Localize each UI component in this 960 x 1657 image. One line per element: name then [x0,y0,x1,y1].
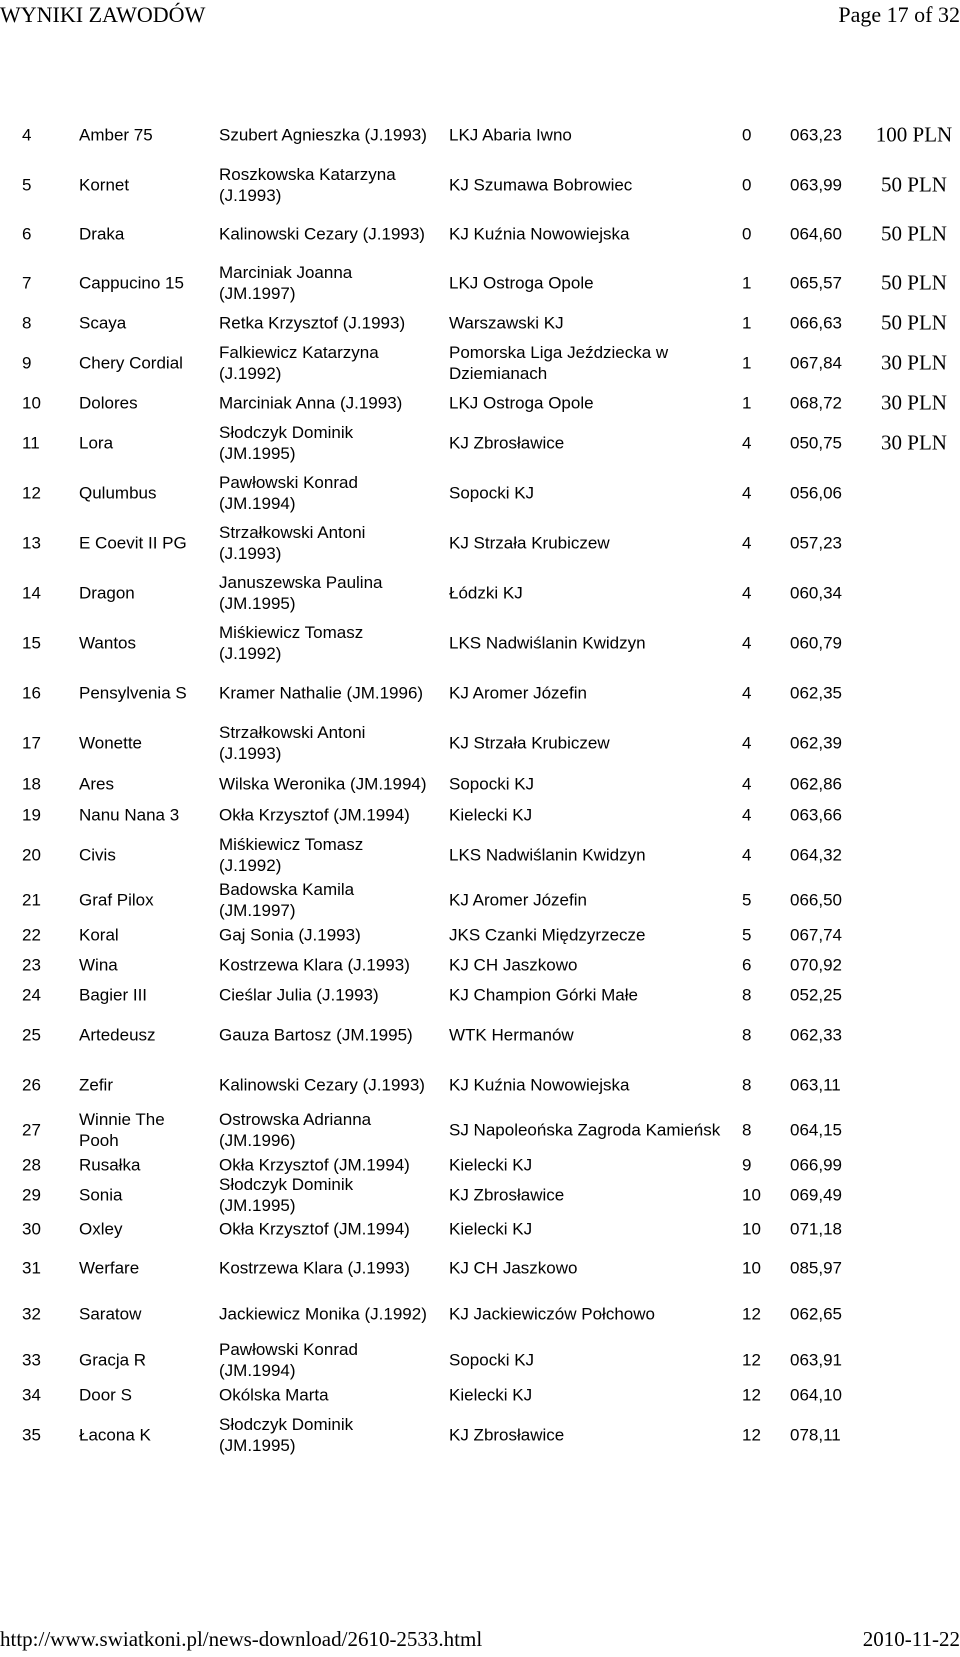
horse-name: Wonette [79,733,143,753]
penalty-points: 10 [742,1185,761,1205]
club-name: Kielecki KJ [449,805,533,825]
penalty-points: 4 [742,433,752,453]
rider-name: Retka Krzysztof (J.1993) [219,313,406,333]
rider-name: Roszkowska Katarzyna (J.1993) [219,165,396,205]
table-row [0,880,960,920]
penalty-points: 0 [742,175,752,195]
table-row [0,338,960,388]
place: 7 [22,273,32,293]
club-name: LKS Nadwiślanin Kwidzyn [449,845,646,865]
horse-name: Gracja R [79,1350,147,1370]
horse-name: Pensylvenia S [79,683,187,703]
horse-name: Dolores [79,393,138,413]
club-name: KJ Zbrosławice [449,1425,565,1445]
time-result: 064,10 [790,1385,842,1405]
time-result: 065,57 [790,273,842,293]
penalty-points: 1 [742,273,752,293]
rider-name: Kalinowski Cezary (J.1993) [219,224,425,244]
table-row [0,1110,960,1150]
place: 21 [22,890,41,910]
time-result: 062,65 [790,1304,842,1324]
rider-name: Marciniak Anna (J.1993) [219,393,403,413]
table-row [0,518,960,568]
rider-name: Miśkiewicz Tomasz (J.1992) [219,835,364,875]
penalty-points: 8 [742,1025,752,1045]
rider-name: Okła Krzysztof (JM.1994) [219,1219,410,1239]
horse-name: Cappucino 15 [79,273,184,293]
table-row [0,1150,960,1180]
horse-name: Rusałka [79,1155,141,1175]
rider-name: Falkiewicz Katarzyna (J.1992) [219,343,379,383]
time-result: 062,33 [790,1025,842,1045]
club-name: KJ Jackiewiczów Połchowo [449,1304,655,1324]
table-row [0,1288,960,1340]
place: 24 [22,985,41,1005]
club-name: Kielecki KJ [449,1385,533,1405]
horse-name: Bagier III [79,985,148,1005]
horse-name: Oxley [79,1219,123,1239]
penalty-points: 10 [742,1258,761,1278]
penalty-points: 1 [742,393,752,413]
rider-name: Marciniak Joanna (JM.1997) [219,263,353,303]
table-row [0,568,960,618]
footer-url: http://www.swiatkoni.pl/news-download/2610-2533.html [0,1627,483,1651]
place: 20 [22,845,41,865]
rider-name: Strzałkowski Antoni (J.1993) [219,523,366,563]
horse-name: Saratow [79,1304,142,1324]
rider-name: Cieślar Julia (J.1993) [219,985,379,1005]
place: 15 [22,633,41,653]
club-name: KJ Zbrosławice [449,433,565,453]
rider-name: Strzałkowski Antoni (J.1993) [219,723,366,763]
horse-name: Łacona K [79,1425,151,1445]
time-result: 063,11 [790,1075,841,1095]
horse-name: Wantos [79,633,137,653]
penalty-points: 4 [742,633,752,653]
club-name: Łódzki KJ [449,583,523,603]
place: 33 [22,1350,41,1370]
table-row [0,160,960,210]
club-name: WTK Hermanów [449,1025,574,1045]
penalty-points: 4 [742,733,752,753]
penalty-points: 0 [742,224,752,244]
place: 35 [22,1425,41,1445]
club-name: LKJ Abaria Iwno [449,125,572,145]
club-name: KJ Zbrosławice [449,1185,565,1205]
rider-name: Pawłowski Konrad (JM.1994) [219,1340,358,1380]
club-name: KJ Szumawa Bobrowiec [449,175,633,195]
club-name: KJ Aromer Józefin [449,890,587,910]
time-result: 063,99 [790,175,842,195]
penalty-points: 12 [742,1350,761,1370]
place: 19 [22,805,41,825]
time-result: 056,06 [790,483,842,503]
table-row [0,1010,960,1060]
time-result: 050,75 [790,433,842,453]
time-result: 085,97 [790,1258,842,1278]
prize-amount: 100 PLN [875,122,953,147]
horse-name: Zefir [79,1075,113,1095]
place: 6 [22,224,32,244]
horse-name: Qulumbus [79,483,157,503]
horse-name: Draka [79,224,125,244]
club-name: Kielecki KJ [449,1219,533,1239]
rider-name: Kostrzewa Klara (J.1993) [219,1258,410,1278]
horse-name: Sonia [79,1185,123,1205]
horse-name: Door S [79,1385,132,1405]
table-row [0,1248,960,1288]
place: 11 [22,433,40,453]
time-result: 064,32 [790,845,842,865]
penalty-points: 8 [742,1120,752,1140]
rider-name: Słodczyk Dominik (JM.1995) [219,1415,354,1455]
time-result: 066,50 [790,890,842,910]
time-result: 068,72 [790,393,842,413]
place: 25 [22,1025,41,1045]
penalty-points: 4 [742,683,752,703]
table-row [0,1410,960,1460]
table-row [0,618,960,668]
horse-name: Chery Cordial [79,353,183,373]
penalty-points: 6 [742,955,752,975]
club-name: KJ Kuźnia Nowowiejska [449,1075,630,1095]
place: 31 [22,1258,41,1278]
time-result: 063,91 [790,1350,842,1370]
penalty-points: 4 [742,805,752,825]
table-row [0,210,960,258]
place: 4 [22,125,32,145]
table-row [0,308,960,338]
penalty-points: 8 [742,985,752,1005]
place: 27 [22,1120,41,1140]
place: 23 [22,955,41,975]
table-row [0,1340,960,1380]
place: 34 [22,1385,41,1405]
time-result: 071,18 [790,1219,842,1239]
club-name: KJ Strzała Krubiczew [449,733,610,753]
document-title: WYNIKI ZAWODÓW [0,2,206,27]
place: 10 [22,393,41,413]
place: 8 [22,313,32,333]
place: 32 [22,1304,41,1324]
time-result: 066,99 [790,1155,842,1175]
horse-name: Graf Pilox [79,890,154,910]
time-result: 060,79 [790,633,842,653]
time-result: 060,34 [790,583,842,603]
club-name: KJ Aromer Józefin [449,683,587,703]
prize-amount: 30 PLN [881,390,947,415]
table-row [0,1210,960,1248]
club-name: KJ Strzała Krubiczew [449,533,610,553]
penalty-points: 0 [742,125,752,145]
club-name: Sopocki KJ [449,1350,535,1370]
table-row [0,388,960,418]
rider-name: Szubert Agnieszka (J.1993) [219,125,427,145]
penalty-points: 4 [742,533,752,553]
penalty-points: 5 [742,890,752,910]
club-name: Sopocki KJ [449,483,535,503]
horse-name: E Coevit II PG [79,533,187,553]
table-row [0,1175,960,1215]
horse-name: Amber 75 [79,125,153,145]
place: 28 [22,1155,41,1175]
penalty-points: 8 [742,1075,752,1095]
rider-name: Wilska Weronika (JM.1994) [219,774,427,794]
penalty-points: 12 [742,1304,761,1324]
horse-name: Artedeusz [79,1025,156,1045]
table-row [0,1060,960,1110]
rider-name: Kalinowski Cezary (J.1993) [219,1075,425,1095]
place: 29 [22,1185,41,1205]
rider-name: Gaj Sonia (J.1993) [219,925,361,945]
penalty-points: 12 [742,1385,761,1405]
penalty-points: 10 [742,1219,761,1239]
place: 13 [22,533,41,553]
place: 18 [22,774,41,794]
place: 12 [22,483,41,503]
table-row [0,830,960,880]
time-result: 063,66 [790,805,842,825]
time-result: 067,84 [790,353,842,373]
rider-name: Słodczyk Dominik (JM.1995) [219,1175,354,1215]
place: 26 [22,1075,41,1095]
time-result: 064,60 [790,224,842,244]
table-row [0,800,960,830]
penalty-points: 1 [742,353,752,373]
table-row [0,418,960,468]
prize-amount: 30 PLN [881,430,947,455]
rider-name: Okólska Marta [219,1385,329,1405]
rider-name: Słodczyk Dominik (JM.1995) [219,423,354,463]
place: 17 [22,733,41,753]
club-name: Sopocki KJ [449,774,535,794]
penalty-points: 4 [742,483,752,503]
prize-amount: 50 PLN [881,221,947,246]
place: 16 [22,683,41,703]
rider-name: Miśkiewicz Tomasz (J.1992) [219,623,364,663]
time-result: 070,92 [790,955,842,975]
club-name: SJ Napoleońska Zagroda Kamieńsk [449,1120,721,1140]
penalty-points: 4 [742,774,752,794]
horse-name: Winnie The Pooh [79,1110,165,1150]
place: 22 [22,925,41,945]
club-name: KJ Champion Górki Małe [449,985,638,1005]
table-row [0,258,960,308]
club-name: JKS Czanki Międzyrzecze [449,925,646,945]
time-result: 078,11 [790,1425,841,1445]
horse-name: Ares [79,774,114,794]
table-row [0,110,960,160]
club-name: Kielecki KJ [449,1155,533,1175]
club-name: KJ CH Jaszkowo [449,1258,578,1278]
penalty-points: 1 [742,313,752,333]
time-result: 062,86 [790,774,842,794]
table-row [0,920,960,950]
table-row [0,950,960,980]
time-result: 062,39 [790,733,842,753]
table-row [0,668,960,718]
horse-name: Wina [79,955,118,975]
rider-name: Gauza Bartosz (JM.1995) [219,1025,413,1045]
horse-name: Dragon [79,583,135,603]
rider-name: Pawłowski Konrad (JM.1994) [219,473,358,513]
club-name: Pomorska Liga Jeździecka w Dziemianach [449,343,669,383]
horse-name: Lora [79,433,114,453]
club-name: LKJ Ostroga Opole [449,393,594,413]
horse-name: Civis [79,845,116,865]
time-result: 069,49 [790,1185,842,1205]
place: 9 [22,353,32,373]
club-name: KJ Kuźnia Nowowiejska [449,224,630,244]
club-name: Warszawski KJ [449,313,564,333]
table-row [0,718,960,768]
prize-amount: 50 PLN [881,270,947,295]
club-name: KJ CH Jaszkowo [449,955,578,975]
table-row [0,1380,960,1410]
horse-name: Koral [79,925,119,945]
rider-name: Badowska Kamila (JM.1997) [219,880,355,920]
place: 14 [22,583,41,603]
penalty-points: 4 [742,583,752,603]
horse-name: Kornet [79,175,130,195]
page-number: Page 17 of 32 [838,2,960,27]
table-row [0,768,960,800]
place: 30 [22,1219,41,1239]
horse-name: Scaya [79,313,127,333]
horse-name: Werfare [79,1258,140,1278]
penalty-points: 9 [742,1155,752,1175]
time-result: 064,15 [790,1120,842,1140]
horse-name: Nanu Nana 3 [79,805,180,825]
rider-name: Januszewska Paulina (JM.1995) [219,573,383,613]
rider-name: Ostrowska Adrianna (JM.1996) [219,1110,372,1150]
place: 5 [22,175,32,195]
penalty-points: 12 [742,1425,761,1445]
rider-name: Kostrzewa Klara (J.1993) [219,955,410,975]
rider-name: Okła Krzysztof (JM.1994) [219,805,410,825]
time-result: 067,74 [790,925,842,945]
penalty-points: 4 [742,845,752,865]
prize-amount: 30 PLN [881,350,947,375]
time-result: 063,23 [790,125,842,145]
rider-name: Okła Krzysztof (JM.1994) [219,1155,410,1175]
table-row [0,468,960,518]
table-row [0,980,960,1010]
rider-name: Jackiewicz Monika (J.1992) [219,1304,427,1324]
prize-amount: 50 PLN [881,172,947,197]
rider-name: Kramer Nathalie (JM.1996) [219,683,424,703]
time-result: 052,25 [790,985,842,1005]
prize-amount: 50 PLN [881,310,947,335]
time-result: 066,63 [790,313,842,333]
club-name: LKS Nadwiślanin Kwidzyn [449,633,646,653]
club-name: LKJ Ostroga Opole [449,273,594,293]
penalty-points: 5 [742,925,752,945]
time-result: 057,23 [790,533,842,553]
time-result: 062,35 [790,683,842,703]
footer-date: 2010-11-22 [862,1627,960,1651]
